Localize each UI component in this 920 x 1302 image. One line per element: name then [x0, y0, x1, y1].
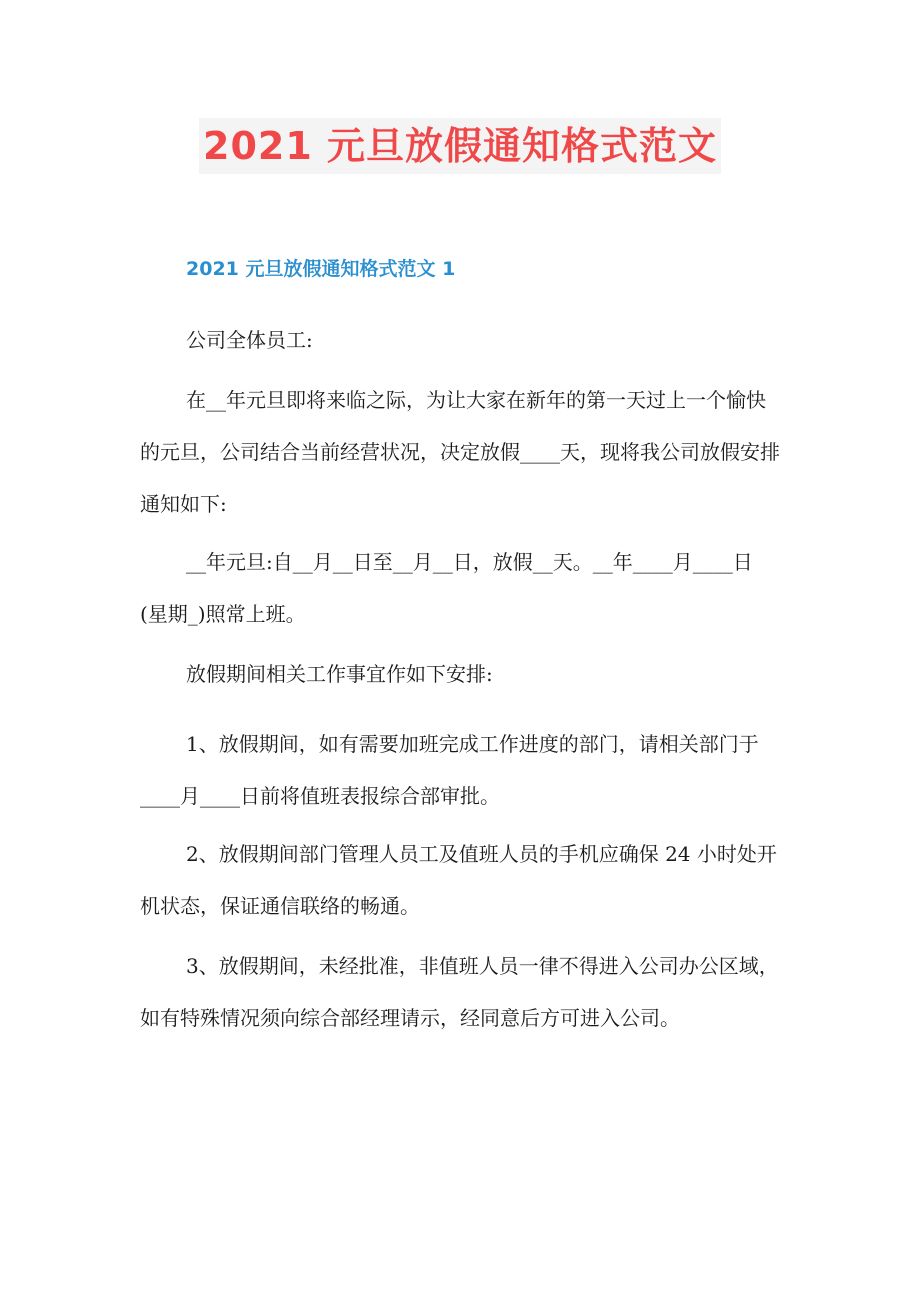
paragraph-item-3: 3、放假期间，未经批准，非值班人员一律不得进入公司办公区域，如有特殊情况须向综合部经理请示，经同意后方可进入公司。 — [140, 954, 779, 1030]
section-subtitle: 2021 元旦放假通知格式范文 1 — [186, 258, 456, 280]
paragraph-intro: 在__年元旦即将来临之际，为让大家在新年的第一天过上一个愉快的元旦，公司结合当前经营状况，决定放假____天，现将我公司放假安排通知如下: — [140, 388, 780, 516]
paragraph-schedule: __年元旦:自__月__日至__月__日，放假__天。__年____月____日(星期_)照常上班。 — [140, 550, 753, 626]
paragraph-greeting: 公司全体员工: — [186, 328, 313, 352]
paragraph-item-2: 2、放假期间部门管理人员工及值班人员的手机应确保 24 小时处开机状态，保证通信联络的畅通。 — [140, 842, 777, 918]
title-wrap — [0, 118, 920, 174]
paragraph-arrangement-heading: 放假期间相关工作事宜作如下安排: — [186, 662, 493, 686]
document-title: 2021 元旦放假通知格式范文 — [199, 118, 721, 174]
paragraph-item-1: 1、放假期间，如有需要加班完成工作进度的部门，请相关部门于____月____日前将值班表报综合部审批。 — [140, 732, 759, 808]
